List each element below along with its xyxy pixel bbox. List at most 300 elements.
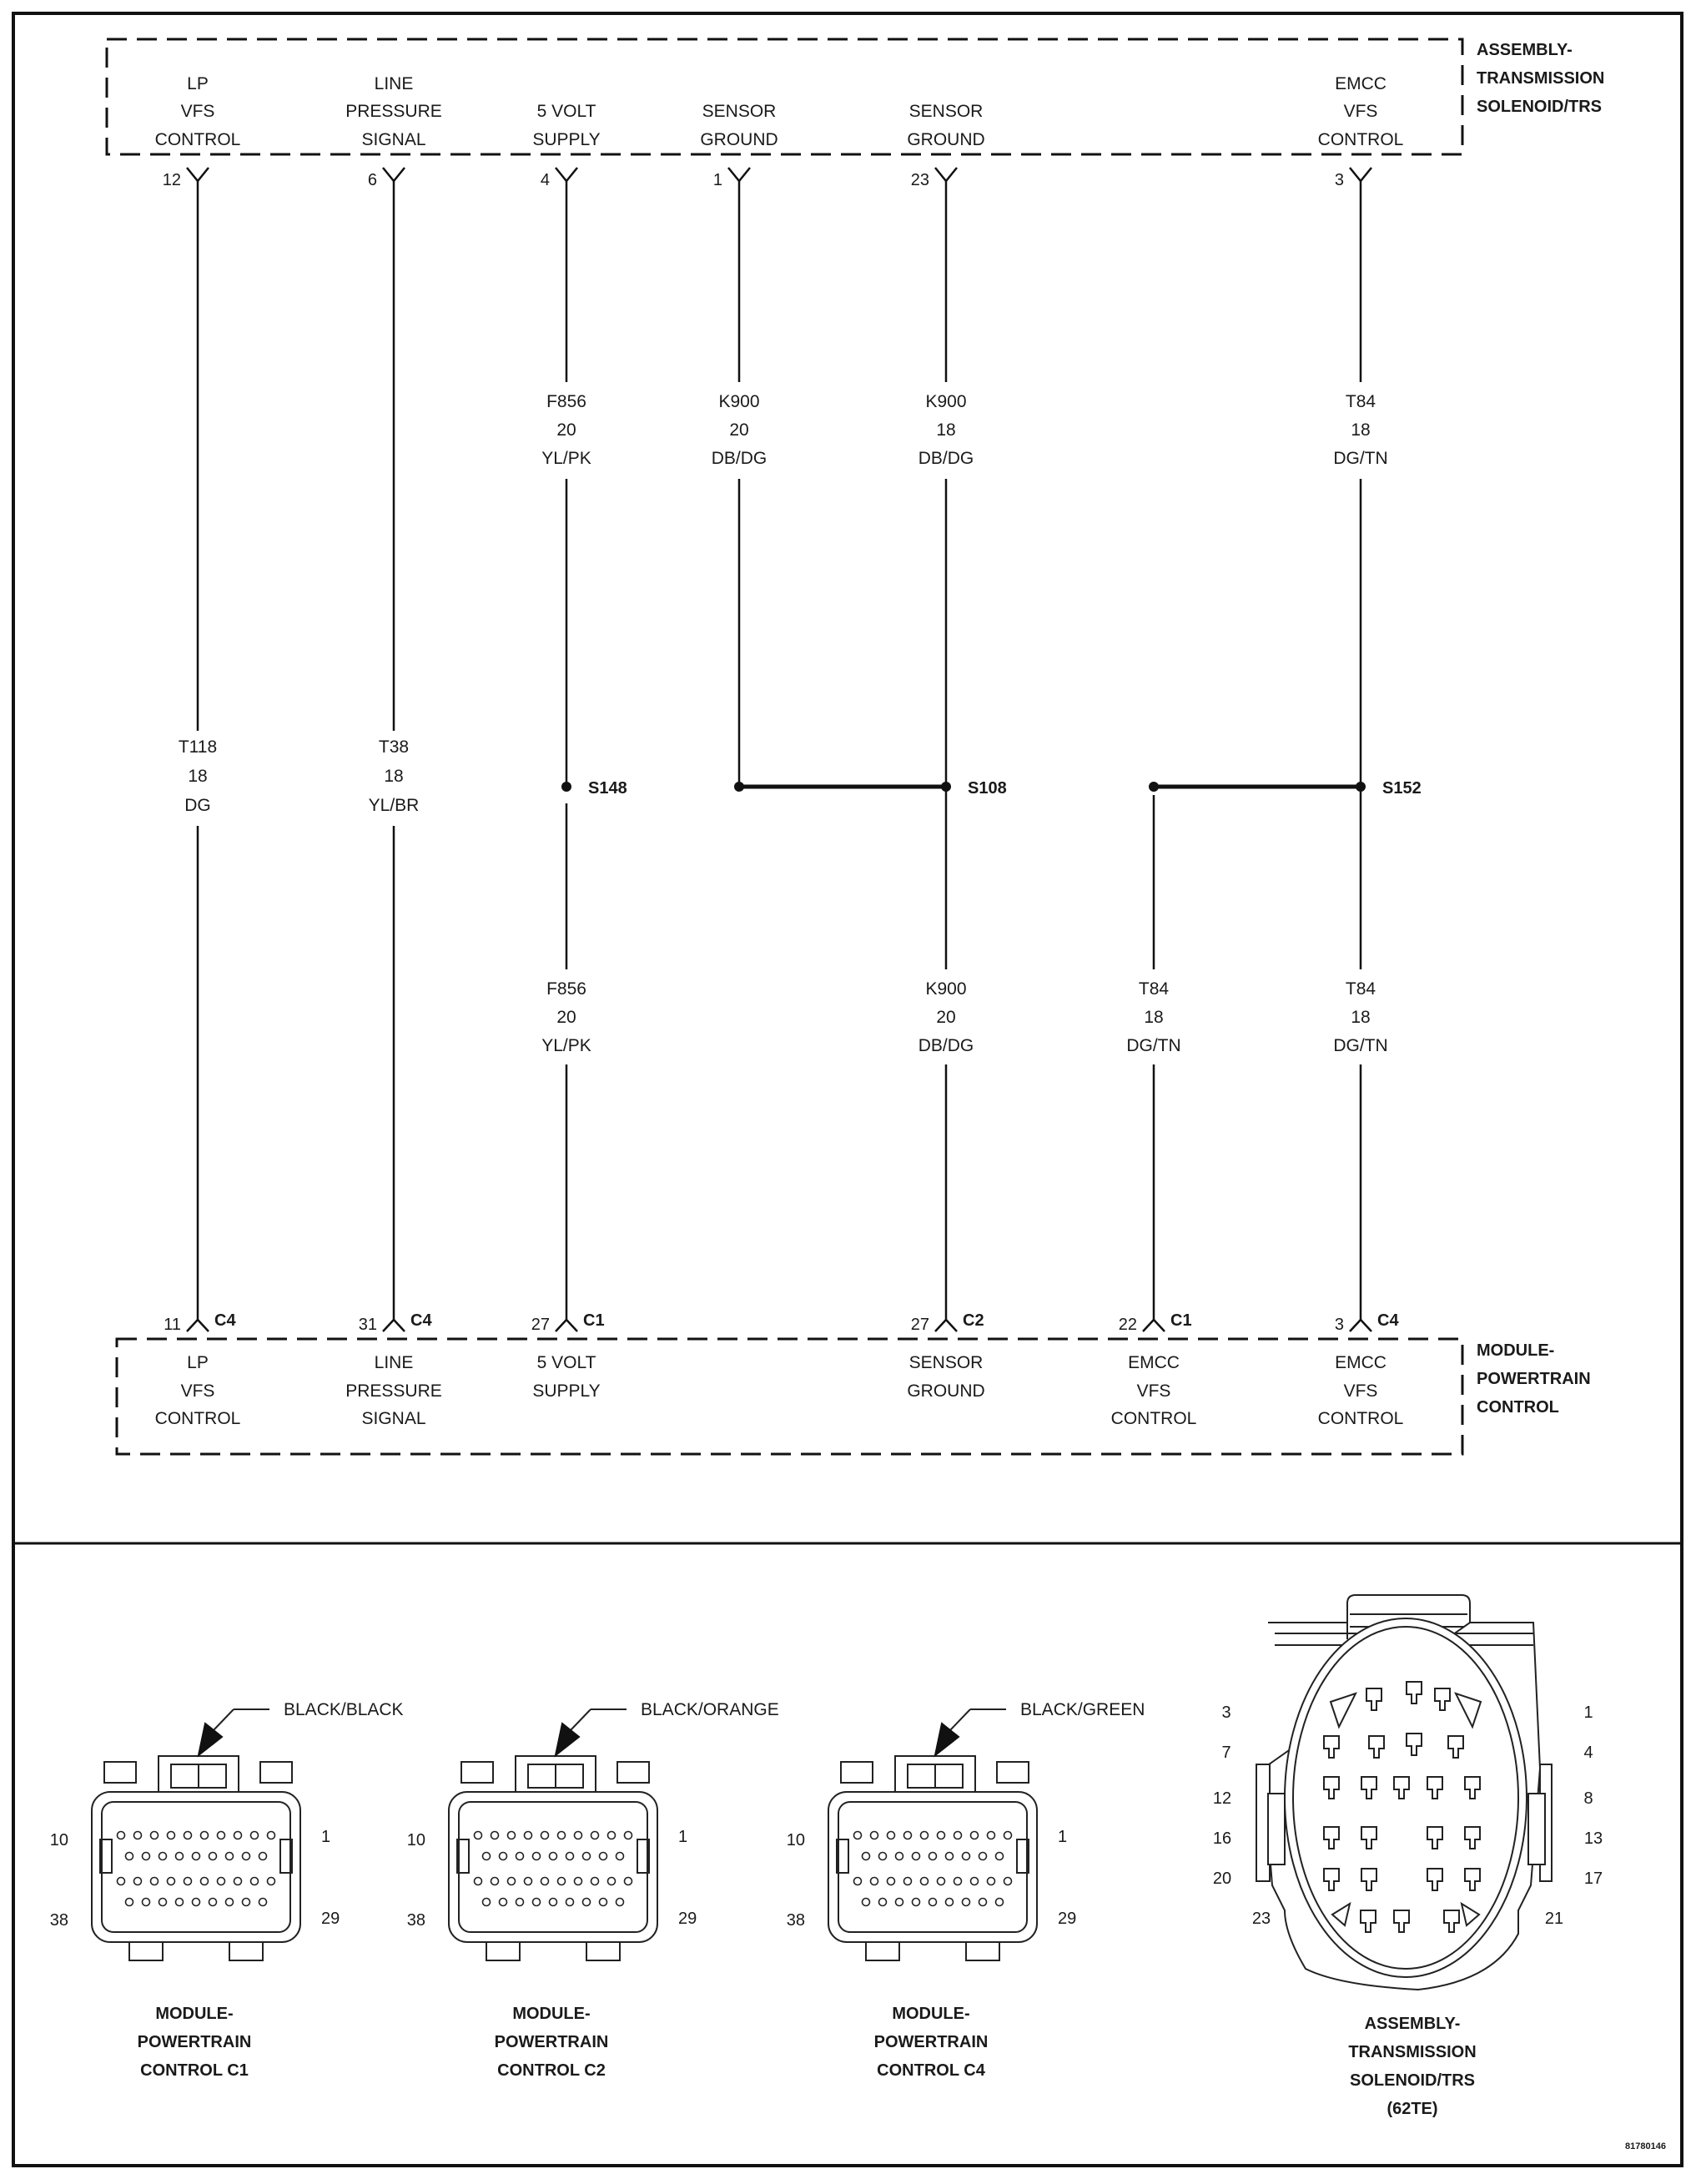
pin-cavity xyxy=(226,1853,234,1860)
pin-cavity xyxy=(583,1853,591,1860)
pin-cavity xyxy=(234,1832,242,1839)
trs-connector-view xyxy=(1256,1595,1552,1990)
pin-cavity xyxy=(913,1853,920,1860)
pin-cavity xyxy=(516,1853,524,1860)
pin-cavity xyxy=(491,1832,499,1839)
wire-label: DG xyxy=(184,796,211,815)
caption-line: SOLENOID/TRS xyxy=(1349,2071,1476,2090)
terminal-symbol xyxy=(556,1320,577,1331)
wire-label: 18 xyxy=(1144,1008,1164,1027)
pin-label: 5 VOLT xyxy=(536,1353,596,1372)
terminal-symbol xyxy=(383,1320,405,1331)
connector-tab xyxy=(841,1762,873,1783)
connector-tab xyxy=(617,1762,649,1783)
pin-cavity xyxy=(971,1832,979,1839)
pin-cavity xyxy=(954,1832,962,1839)
pin-cavity xyxy=(938,1878,945,1885)
pin-cavity xyxy=(268,1878,275,1885)
component-name-line: CONTROL xyxy=(1477,1398,1559,1417)
splice-name: S148 xyxy=(588,779,627,798)
pin-cavity xyxy=(500,1853,507,1860)
terminal-symbol xyxy=(1350,1320,1371,1331)
pin-label: 5 VOLT xyxy=(536,102,596,121)
wire-label: F856 xyxy=(546,392,586,411)
pin-cavity xyxy=(483,1853,491,1860)
pin-label: PRESSURE xyxy=(345,1381,442,1401)
pin-label: GROUND xyxy=(700,130,778,149)
pin-label: SIGNAL xyxy=(361,130,426,149)
pin-cavity xyxy=(151,1832,159,1839)
pin-number: 7 xyxy=(1221,1744,1231,1762)
terminal-symbol xyxy=(935,1320,957,1331)
figure-id: 81780146 xyxy=(1625,2141,1666,2151)
pin-cavity xyxy=(259,1899,267,1906)
caption-line: POWERTRAIN xyxy=(873,2033,989,2051)
pin-cavity xyxy=(176,1853,184,1860)
pin-label: CONTROL xyxy=(1110,1409,1197,1428)
pin-label: CONTROL xyxy=(154,130,241,149)
pin-cavity xyxy=(184,1878,192,1885)
splice-dot xyxy=(941,782,951,792)
connector-tab xyxy=(461,1762,493,1783)
pin-cavity xyxy=(126,1853,133,1860)
connector-body xyxy=(92,1792,300,1942)
pin-label: LINE xyxy=(374,74,414,93)
terminal-symbol xyxy=(187,168,209,181)
pin-cavity xyxy=(259,1853,267,1860)
pin-cavity xyxy=(591,1832,599,1839)
pin-number: 16 xyxy=(1212,1829,1232,1848)
pin-number: 12 xyxy=(162,171,181,189)
pin-cavity xyxy=(134,1832,142,1839)
pin-cavity xyxy=(616,1899,624,1906)
wire-label: K900 xyxy=(718,392,760,411)
pin-label: LINE xyxy=(374,1353,414,1372)
pin-cavity xyxy=(591,1878,599,1885)
connector-id: C1 xyxy=(1170,1311,1192,1330)
pin-number: 4 xyxy=(540,171,550,189)
pin-cavity xyxy=(525,1878,532,1885)
pin-label: LP xyxy=(187,1353,209,1372)
pin-cavity xyxy=(234,1878,242,1885)
pin-number: 13 xyxy=(1583,1829,1603,1848)
wire-label: 20 xyxy=(556,1008,576,1027)
connector-foot xyxy=(129,1942,163,1960)
pin-cavity xyxy=(929,1899,937,1906)
pin-cavity xyxy=(575,1832,582,1839)
caption-line: TRANSMISSION xyxy=(1348,2043,1477,2061)
pin-label: VFS xyxy=(1343,102,1378,121)
pcm-connector-1 xyxy=(92,1709,300,1960)
pin-label: GROUND xyxy=(907,130,985,149)
top-pin-numbers xyxy=(163,171,1344,189)
pin-cavity xyxy=(218,1878,225,1885)
color-leader xyxy=(571,1709,591,1730)
connector-tab xyxy=(260,1762,292,1783)
pin-cavity xyxy=(516,1899,524,1906)
pin-cavity xyxy=(1004,1878,1012,1885)
pin-cavity xyxy=(243,1899,250,1906)
connector-id: C2 xyxy=(963,1311,984,1330)
wire-label: T84 xyxy=(1138,979,1170,999)
pin-cavity xyxy=(193,1853,200,1860)
connector-id: C4 xyxy=(410,1311,432,1330)
wire-label: T118 xyxy=(178,737,218,757)
pin-cavity xyxy=(929,1853,937,1860)
pin-cavity xyxy=(921,1878,929,1885)
pin-cavity xyxy=(143,1853,150,1860)
pin-number: 27 xyxy=(531,1316,550,1334)
pin-cavity xyxy=(963,1899,970,1906)
pin-cavity xyxy=(475,1832,482,1839)
component-name-line: TRANSMISSION xyxy=(1477,69,1605,88)
pin-label: SUPPLY xyxy=(532,130,601,149)
connector-color: BLACK/GREEN xyxy=(1020,1700,1145,1719)
pin-label: SUPPLY xyxy=(532,1381,601,1401)
wire-label: DB/DG xyxy=(918,1036,974,1055)
pin-cavity xyxy=(475,1878,482,1885)
pin-number: 10 xyxy=(786,1831,805,1849)
pin-number: 3 xyxy=(1334,1316,1344,1334)
top-terminals xyxy=(187,168,1371,181)
top-pin-labels xyxy=(155,74,1404,149)
pin-cavity xyxy=(541,1832,549,1839)
connector-id: C4 xyxy=(214,1311,236,1330)
wire-label: YL/BR xyxy=(368,796,420,815)
pin-cavity xyxy=(184,1832,192,1839)
pin-label: SENSOR xyxy=(702,102,777,121)
wire-label: T84 xyxy=(1345,979,1376,999)
wire-label: 20 xyxy=(729,420,749,440)
color-leader xyxy=(950,1709,970,1730)
pin-cavity xyxy=(879,1853,887,1860)
splice-dot xyxy=(734,782,744,792)
connector-foot xyxy=(486,1942,520,1960)
pin-cavity xyxy=(201,1832,209,1839)
splice-dot xyxy=(1149,782,1159,792)
pin-number: 21 xyxy=(1544,1910,1564,1928)
pin-cavity xyxy=(600,1853,607,1860)
wire-label: K900 xyxy=(925,392,967,411)
wire-label: DG/TN xyxy=(1126,1036,1181,1055)
pin-label: VFS xyxy=(180,102,215,121)
pin-cavity xyxy=(625,1832,632,1839)
pin-number: 3 xyxy=(1334,171,1344,189)
pin-label: VFS xyxy=(180,1381,215,1401)
pin-label: VFS xyxy=(1343,1381,1378,1401)
pin-number: 1 xyxy=(321,1828,331,1846)
pin-cavity xyxy=(118,1832,125,1839)
caption-line: MODULE- xyxy=(892,2005,970,2023)
pin-cavity xyxy=(159,1899,167,1906)
pin-cavity xyxy=(616,1853,624,1860)
powertrain-control-name xyxy=(1477,1341,1591,1417)
caption-line: MODULE- xyxy=(512,2005,591,2023)
pin-cavity xyxy=(954,1878,962,1885)
component-name-line: ASSEMBLY- xyxy=(1477,41,1573,59)
pin-cavity xyxy=(566,1899,574,1906)
trs-left-key xyxy=(1268,1794,1285,1864)
pin-label: EMCC xyxy=(1128,1353,1180,1372)
splice-dot xyxy=(1356,782,1366,792)
bottom-pin-labels xyxy=(155,1353,1404,1428)
wire-label: 20 xyxy=(556,420,576,440)
pin-cavity xyxy=(996,1899,1004,1906)
pin-cavity xyxy=(988,1832,995,1839)
pin-cavity xyxy=(533,1899,541,1906)
connector-color: BLACK/BLACK xyxy=(284,1700,404,1719)
pin-cavity xyxy=(854,1832,862,1839)
pin-number: 29 xyxy=(321,1910,340,1928)
pin-cavity xyxy=(904,1832,912,1839)
terminal-symbol xyxy=(187,1320,209,1331)
terminal-symbol xyxy=(1143,1320,1165,1331)
caption-line: CONTROL C4 xyxy=(877,2061,985,2080)
caption-line: CONTROL C1 xyxy=(140,2061,249,2080)
pin-cavity xyxy=(218,1832,225,1839)
pin-cavity xyxy=(209,1899,217,1906)
pin-cavity xyxy=(243,1853,250,1860)
pin-cavity xyxy=(118,1878,125,1885)
connector-foot xyxy=(966,1942,999,1960)
splice-name: S152 xyxy=(1382,779,1422,798)
caption-line: MODULE- xyxy=(155,2005,234,2023)
pin-number: 1 xyxy=(712,171,722,189)
pin-cavity xyxy=(888,1832,895,1839)
pin-number: 8 xyxy=(1583,1789,1593,1808)
pin-cavity xyxy=(558,1832,566,1839)
pin-cavity xyxy=(871,1832,878,1839)
connector-foot xyxy=(229,1942,263,1960)
pin-number: 23 xyxy=(910,171,929,189)
pin-cavity xyxy=(608,1832,616,1839)
wire-label: 18 xyxy=(936,420,956,440)
pin-cavity xyxy=(168,1832,175,1839)
pin-cavity xyxy=(151,1878,159,1885)
component-name-line: SOLENOID/TRS xyxy=(1477,98,1603,116)
splice-name: S108 xyxy=(968,779,1007,798)
pin-label: CONTROL xyxy=(154,1409,241,1428)
connector-color: BLACK/ORANGE xyxy=(641,1700,779,1719)
pin-number: 38 xyxy=(786,1911,805,1930)
pin-label: SIGNAL xyxy=(361,1409,426,1428)
pin-number: 3 xyxy=(1221,1703,1231,1722)
pcm-connector-views xyxy=(50,1700,1145,2080)
pin-label: VFS xyxy=(1136,1381,1171,1401)
caption-line: ASSEMBLY- xyxy=(1364,2015,1461,2033)
color-arrow xyxy=(199,1724,222,1755)
pin-cavity xyxy=(541,1878,549,1885)
pin-label: GROUND xyxy=(907,1381,985,1401)
pin-cavity xyxy=(879,1899,887,1906)
pin-cavity xyxy=(491,1878,499,1885)
wire-label: DG/TN xyxy=(1333,449,1388,468)
pin-cavity xyxy=(268,1832,275,1839)
wire-label: DG/TN xyxy=(1333,1036,1388,1055)
pin-number: 10 xyxy=(49,1831,68,1849)
connector-tab xyxy=(997,1762,1029,1783)
component-name-line: POWERTRAIN xyxy=(1477,1370,1591,1388)
wire-label: K900 xyxy=(925,979,967,999)
pin-cavity xyxy=(201,1878,209,1885)
wire-label: 18 xyxy=(1351,420,1371,440)
connector-foot xyxy=(586,1942,620,1960)
pin-number: 4 xyxy=(1583,1744,1593,1762)
wire-label: F856 xyxy=(546,979,586,999)
pin-cavity xyxy=(251,1832,259,1839)
pin-cavity xyxy=(209,1853,217,1860)
wire-label: 20 xyxy=(936,1008,956,1027)
connector-id: C4 xyxy=(1377,1311,1399,1330)
terminal-symbol xyxy=(383,168,405,181)
pin-cavity xyxy=(226,1899,234,1906)
wire-label: T84 xyxy=(1345,392,1376,411)
pin-cavity xyxy=(996,1853,1004,1860)
pin-cavity xyxy=(558,1878,566,1885)
pin-label: CONTROL xyxy=(1317,130,1404,149)
pin-cavity xyxy=(143,1899,150,1906)
pin-label: LP xyxy=(187,74,209,93)
pin-cavity xyxy=(193,1899,200,1906)
connector-id: C1 xyxy=(583,1311,605,1330)
pin-cavity xyxy=(608,1878,616,1885)
pin-cavity xyxy=(483,1899,491,1906)
wires xyxy=(198,181,1361,1320)
pin-cavity xyxy=(888,1878,895,1885)
pin-number: 11 xyxy=(164,1316,181,1334)
wire-label: YL/PK xyxy=(541,449,591,468)
connector-body xyxy=(449,1792,657,1942)
trs-right-key xyxy=(1528,1794,1545,1864)
pin-cavity xyxy=(251,1878,259,1885)
pin-cavity xyxy=(1004,1832,1012,1839)
pin-cavity xyxy=(500,1899,507,1906)
wire-label: T38 xyxy=(378,737,410,757)
caption-line: (62TE) xyxy=(1386,2100,1438,2118)
pin-cavity xyxy=(168,1878,175,1885)
pin-number: 10 xyxy=(406,1831,425,1849)
pin-cavity xyxy=(938,1832,945,1839)
pin-number: 1 xyxy=(1058,1828,1068,1846)
wire-labels xyxy=(179,392,1388,1055)
trs-right-pins xyxy=(1545,1703,1603,1928)
pin-number: 6 xyxy=(367,171,377,189)
wire-label: 18 xyxy=(384,767,404,786)
pin-cavity xyxy=(946,1899,954,1906)
wire-label: DB/DG xyxy=(711,449,767,468)
color-arrow xyxy=(556,1724,579,1755)
pin-number: 1 xyxy=(1583,1703,1593,1722)
pin-cavity xyxy=(913,1899,920,1906)
pin-cavity xyxy=(971,1878,979,1885)
transmission-solenoid-box xyxy=(107,39,1462,154)
pin-number: 22 xyxy=(1118,1316,1137,1334)
pin-number: 27 xyxy=(910,1316,929,1334)
caption-line: POWERTRAIN xyxy=(137,2033,252,2051)
pin-cavity xyxy=(575,1878,582,1885)
pin-number: 29 xyxy=(1058,1910,1077,1928)
pin-cavity xyxy=(176,1899,184,1906)
pin-number: 20 xyxy=(1212,1869,1232,1888)
pin-number: 29 xyxy=(678,1910,697,1928)
connector-tab xyxy=(104,1762,136,1783)
pin-cavity xyxy=(525,1832,532,1839)
pin-label: PRESSURE xyxy=(345,102,442,121)
pin-label: SENSOR xyxy=(908,102,984,121)
pin-cavity xyxy=(988,1878,995,1885)
pin-cavity xyxy=(854,1878,862,1885)
pin-number: 31 xyxy=(358,1316,377,1334)
pin-cavity xyxy=(550,1899,557,1906)
pin-label: SENSOR xyxy=(908,1353,984,1372)
pin-cavity xyxy=(508,1832,516,1839)
pcm-connector-2 xyxy=(449,1709,657,1960)
pin-number: 1 xyxy=(678,1828,688,1846)
pin-cavity xyxy=(583,1899,591,1906)
pin-cavity xyxy=(946,1853,954,1860)
caption-line: POWERTRAIN xyxy=(494,2033,609,2051)
pin-cavity xyxy=(159,1853,167,1860)
terminal-symbol xyxy=(1350,168,1371,181)
pin-cavity xyxy=(963,1853,970,1860)
pin-cavity xyxy=(863,1899,870,1906)
powertrain-control-box xyxy=(117,1339,1462,1454)
trs-caption xyxy=(1348,2015,1476,2118)
wire-label: 18 xyxy=(188,767,208,786)
pin-cavity xyxy=(550,1853,557,1860)
pin-label: CONTROL xyxy=(1317,1409,1404,1428)
pin-number: 12 xyxy=(1212,1789,1232,1808)
pin-cavity xyxy=(871,1878,878,1885)
transmission-solenoid-name xyxy=(1477,41,1604,116)
pin-cavity xyxy=(566,1853,574,1860)
terminal-symbol xyxy=(935,168,957,181)
pin-cavity xyxy=(134,1878,142,1885)
pin-number: 38 xyxy=(406,1911,425,1930)
pin-cavity xyxy=(600,1899,607,1906)
wire-label: YL/PK xyxy=(541,1036,591,1055)
wire-label: 18 xyxy=(1351,1008,1371,1027)
color-leader xyxy=(214,1709,234,1730)
pin-cavity xyxy=(921,1832,929,1839)
pin-label: EMCC xyxy=(1335,1353,1386,1372)
color-arrow xyxy=(935,1724,959,1755)
pin-cavity xyxy=(625,1878,632,1885)
connector-foot xyxy=(866,1942,899,1960)
pcm-connector-3 xyxy=(828,1709,1037,1960)
pin-cavity xyxy=(533,1853,541,1860)
pin-cavity xyxy=(508,1878,516,1885)
terminal-symbol xyxy=(728,168,750,181)
connector-body xyxy=(828,1792,1037,1942)
pin-cavity xyxy=(896,1899,903,1906)
pin-cavity xyxy=(126,1899,133,1906)
pin-number: 23 xyxy=(1251,1910,1271,1928)
pin-cavity xyxy=(863,1853,870,1860)
terminal-symbol xyxy=(556,168,577,181)
bottom-pin-numbers xyxy=(164,1316,1344,1334)
caption-line: CONTROL C2 xyxy=(497,2061,606,2080)
pin-cavity xyxy=(904,1878,912,1885)
pin-label: EMCC xyxy=(1335,74,1386,93)
component-name-line: MODULE- xyxy=(1477,1341,1555,1360)
wire-label: DB/DG xyxy=(918,449,974,468)
pin-number: 38 xyxy=(49,1911,68,1930)
pin-cavity xyxy=(979,1899,987,1906)
pin-cavity xyxy=(979,1853,987,1860)
splice-dot xyxy=(561,782,571,792)
pin-cavity xyxy=(896,1853,903,1860)
